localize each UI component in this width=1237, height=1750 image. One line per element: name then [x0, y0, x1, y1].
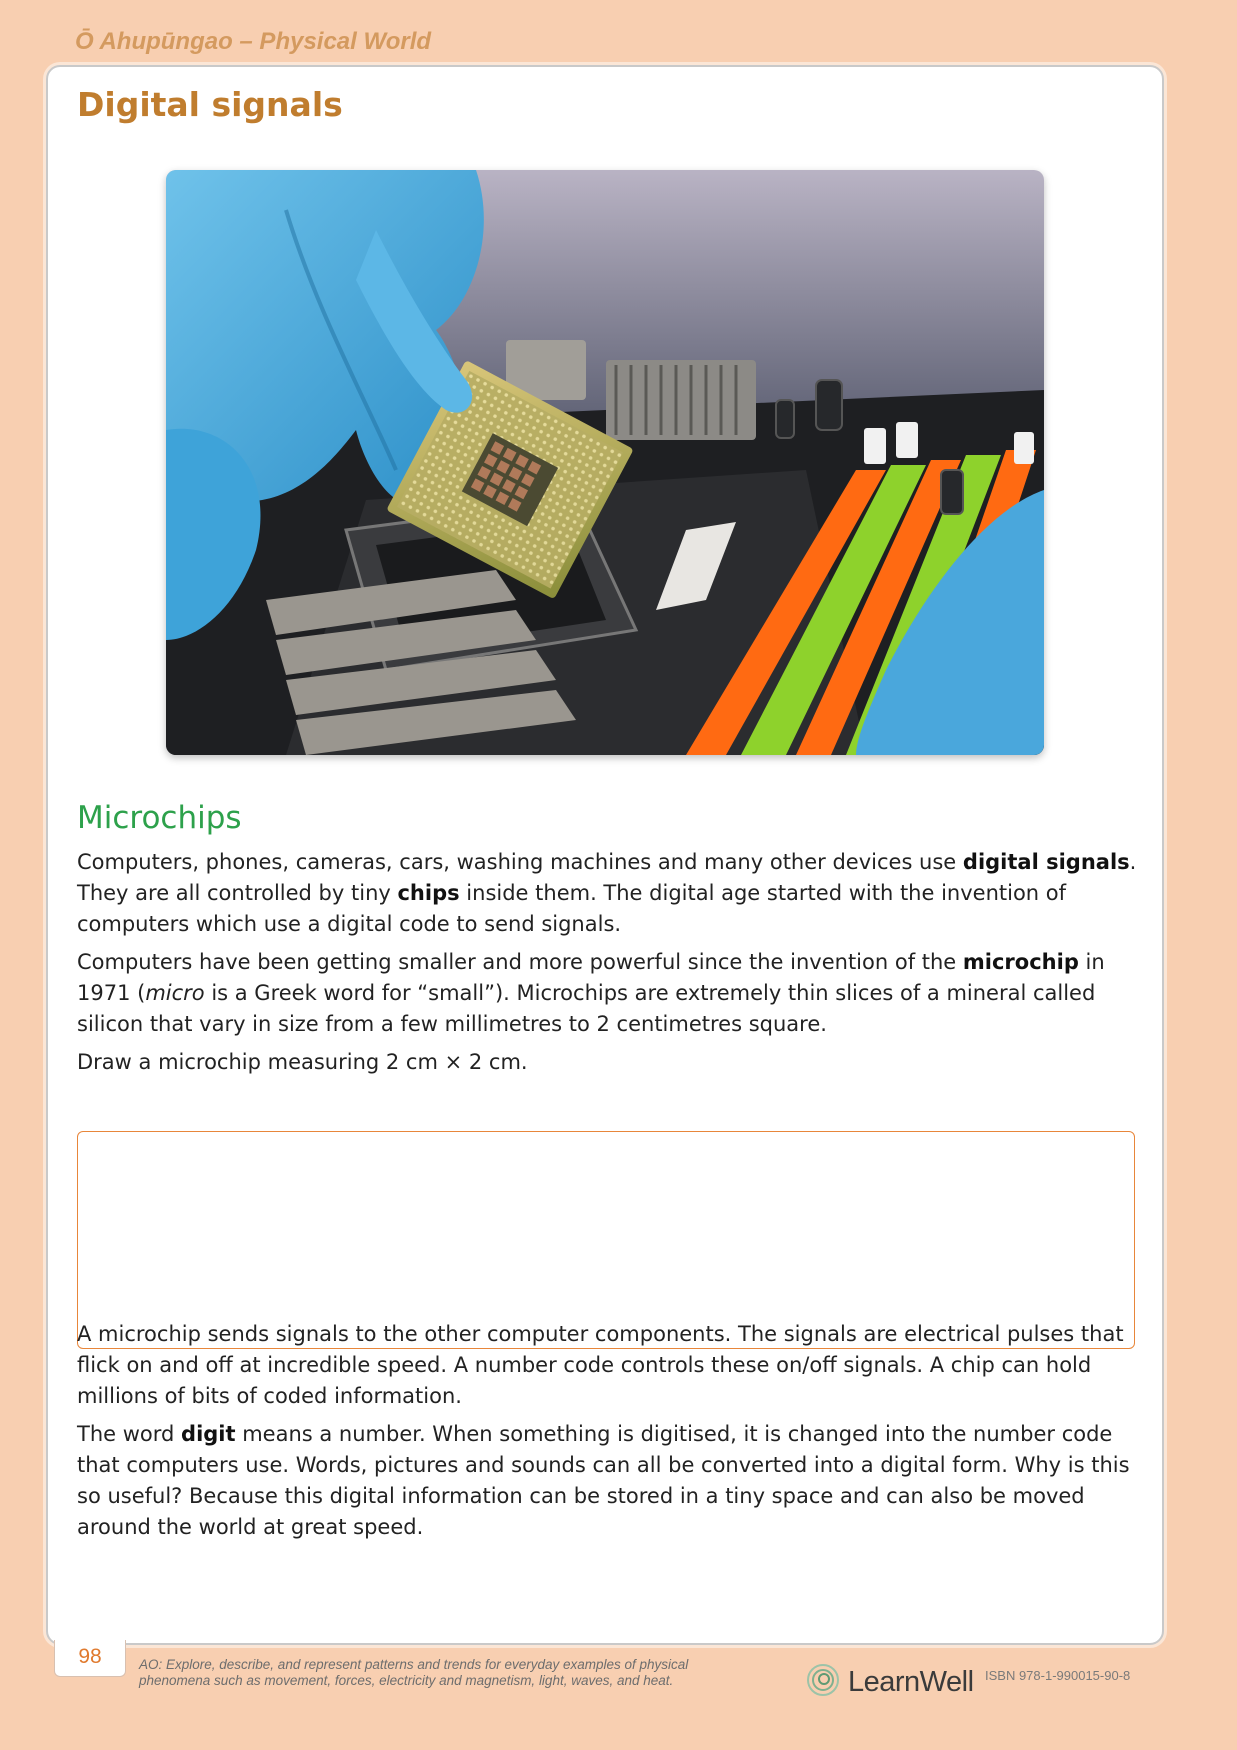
drawing-instruction: Draw a microchip measuring 2 cm × 2 cm. — [77, 1050, 528, 1074]
bold-term-digit: digit — [181, 1422, 236, 1446]
bold-term-microchip: microchip — [962, 950, 1079, 974]
bold-term-chips: chips — [397, 881, 460, 905]
page-title: Digital signals — [77, 85, 343, 124]
content-card — [46, 65, 1164, 1645]
paragraph-signals: A microchip sends signals to the other computer components. The signals are electrical pulses that flick on and off at incredible speed. A number code controls these on/off signals. A chip can hold millions of bits of coded information. — [77, 1322, 1124, 1408]
spiral-logo-icon — [806, 1663, 840, 1701]
achievement-objective-note: AO: Explore, describe, and represent patterns and trends for everyday examples of physical phenomena such as movement, forces, electricity and magnetism, light, waves, and heat. — [139, 1657, 689, 1688]
logo-text: LearnWell — [848, 1665, 974, 1698]
isbn: ISBN 978-1-990015-90-8 — [985, 1668, 1131, 1683]
drawing-area[interactable] — [77, 1131, 1135, 1349]
microchip-photo — [166, 170, 1044, 755]
learnwell-logo — [806, 1662, 974, 1702]
running-header: Ō Ahupūngao – Physical World — [75, 28, 432, 55]
italic-term-micro: micro — [145, 981, 205, 1005]
section-heading-microchips: Microchips — [77, 800, 242, 836]
paragraph-microchip-history: Computers have been getting smaller and more powerful since the invention of the microchip in 1971 (micro is a Greek word for “small”). Microchips are extremely thin slices of a mineral called silicon that vary in size from a few millimetres to 2 centimetres square. — [77, 950, 1105, 1036]
bold-term-digital-signals: digital signals — [962, 850, 1130, 874]
paragraph-digit: The word digit means a number. When something is digitised, it is changed into the number code that computers use. Words, pictures and sounds can all be converted into a digital form. Why is this so useful? Because this digital information can be stored in a tiny space and can also be moved around the world at great speed. — [77, 1422, 1130, 1539]
paragraph-digital-signals: Computers, phones, cameras, cars, washing machines and many other devices use digital signals. They are all controlled by tiny chips inside them. The digital age started with the invention of computers which use a digital code to send signals. — [77, 850, 1137, 936]
page-number: 98 — [54, 1640, 126, 1677]
